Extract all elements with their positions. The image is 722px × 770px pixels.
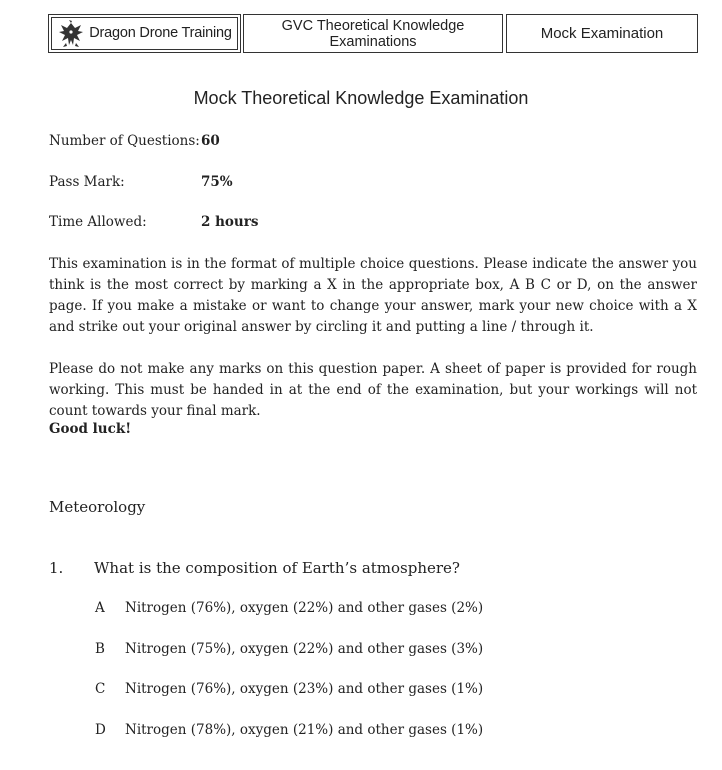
brand-box xyxy=(48,14,241,53)
meta-value: 75% xyxy=(201,174,233,190)
exam-series-line2: Examinations xyxy=(329,33,417,50)
option-letter: B xyxy=(95,641,105,657)
brand-box-inner xyxy=(51,17,238,50)
exam-series-box xyxy=(243,14,503,53)
meta-value: 60 xyxy=(201,133,220,149)
instructions-paragraph-2: Please do not make any marks on this question paper. A sheet of paper is provided for rough working. This must be handed in at the end of the examination, but your workings will not count towards your final mark. xyxy=(49,361,697,419)
exam-type-label: Mock Examination xyxy=(540,25,664,42)
exam-type-box xyxy=(506,14,698,53)
page-title: Mock Theoretical Knowledge Examination xyxy=(193,88,529,108)
meta-label: Time Allowed: xyxy=(49,214,147,230)
option-text: Nitrogen (78%), oxygen (21%) and other gases (1%) xyxy=(125,722,484,738)
option-letter: C xyxy=(95,681,106,697)
section-heading: Meteorology xyxy=(49,498,146,516)
page-header xyxy=(48,14,698,55)
option-letter: D xyxy=(95,722,106,738)
option-text: Nitrogen (76%), oxygen (23%) and other gases (1%) xyxy=(125,681,484,697)
meta-label: Pass Mark: xyxy=(49,174,125,190)
option-letter: A xyxy=(95,600,105,616)
meta-label: Number of Questions: xyxy=(49,133,200,149)
instructions-paragraph-1: This examination is in the format of multiple choice questions. Please indicate the answer you think is the most correct by marking a X in the appropriate box, A B C or D, on the answer page. If you make a mistake or want to change your answer, mark your new choice with a X and strike out your original answer by circling it and putting a line / through it. xyxy=(49,256,697,335)
good-luck-text: Good luck! xyxy=(49,421,132,437)
option-text: Nitrogen (76%), oxygen (22%) and other gases (2%) xyxy=(125,600,484,616)
meta-value: 2 hours xyxy=(201,214,259,230)
dragon-logo-icon xyxy=(57,19,85,49)
question-number: 1. xyxy=(49,559,64,577)
option-text: Nitrogen (75%), oxygen (22%) and other gases (3%) xyxy=(125,641,484,657)
exam-series-line1: GVC Theoretical Knowledge xyxy=(281,17,465,34)
exam-series-title xyxy=(282,18,465,50)
question-text: What is the composition of Earth’s atmosphere? xyxy=(94,559,460,577)
brand-name: Dragon Drone Training xyxy=(89,25,232,41)
